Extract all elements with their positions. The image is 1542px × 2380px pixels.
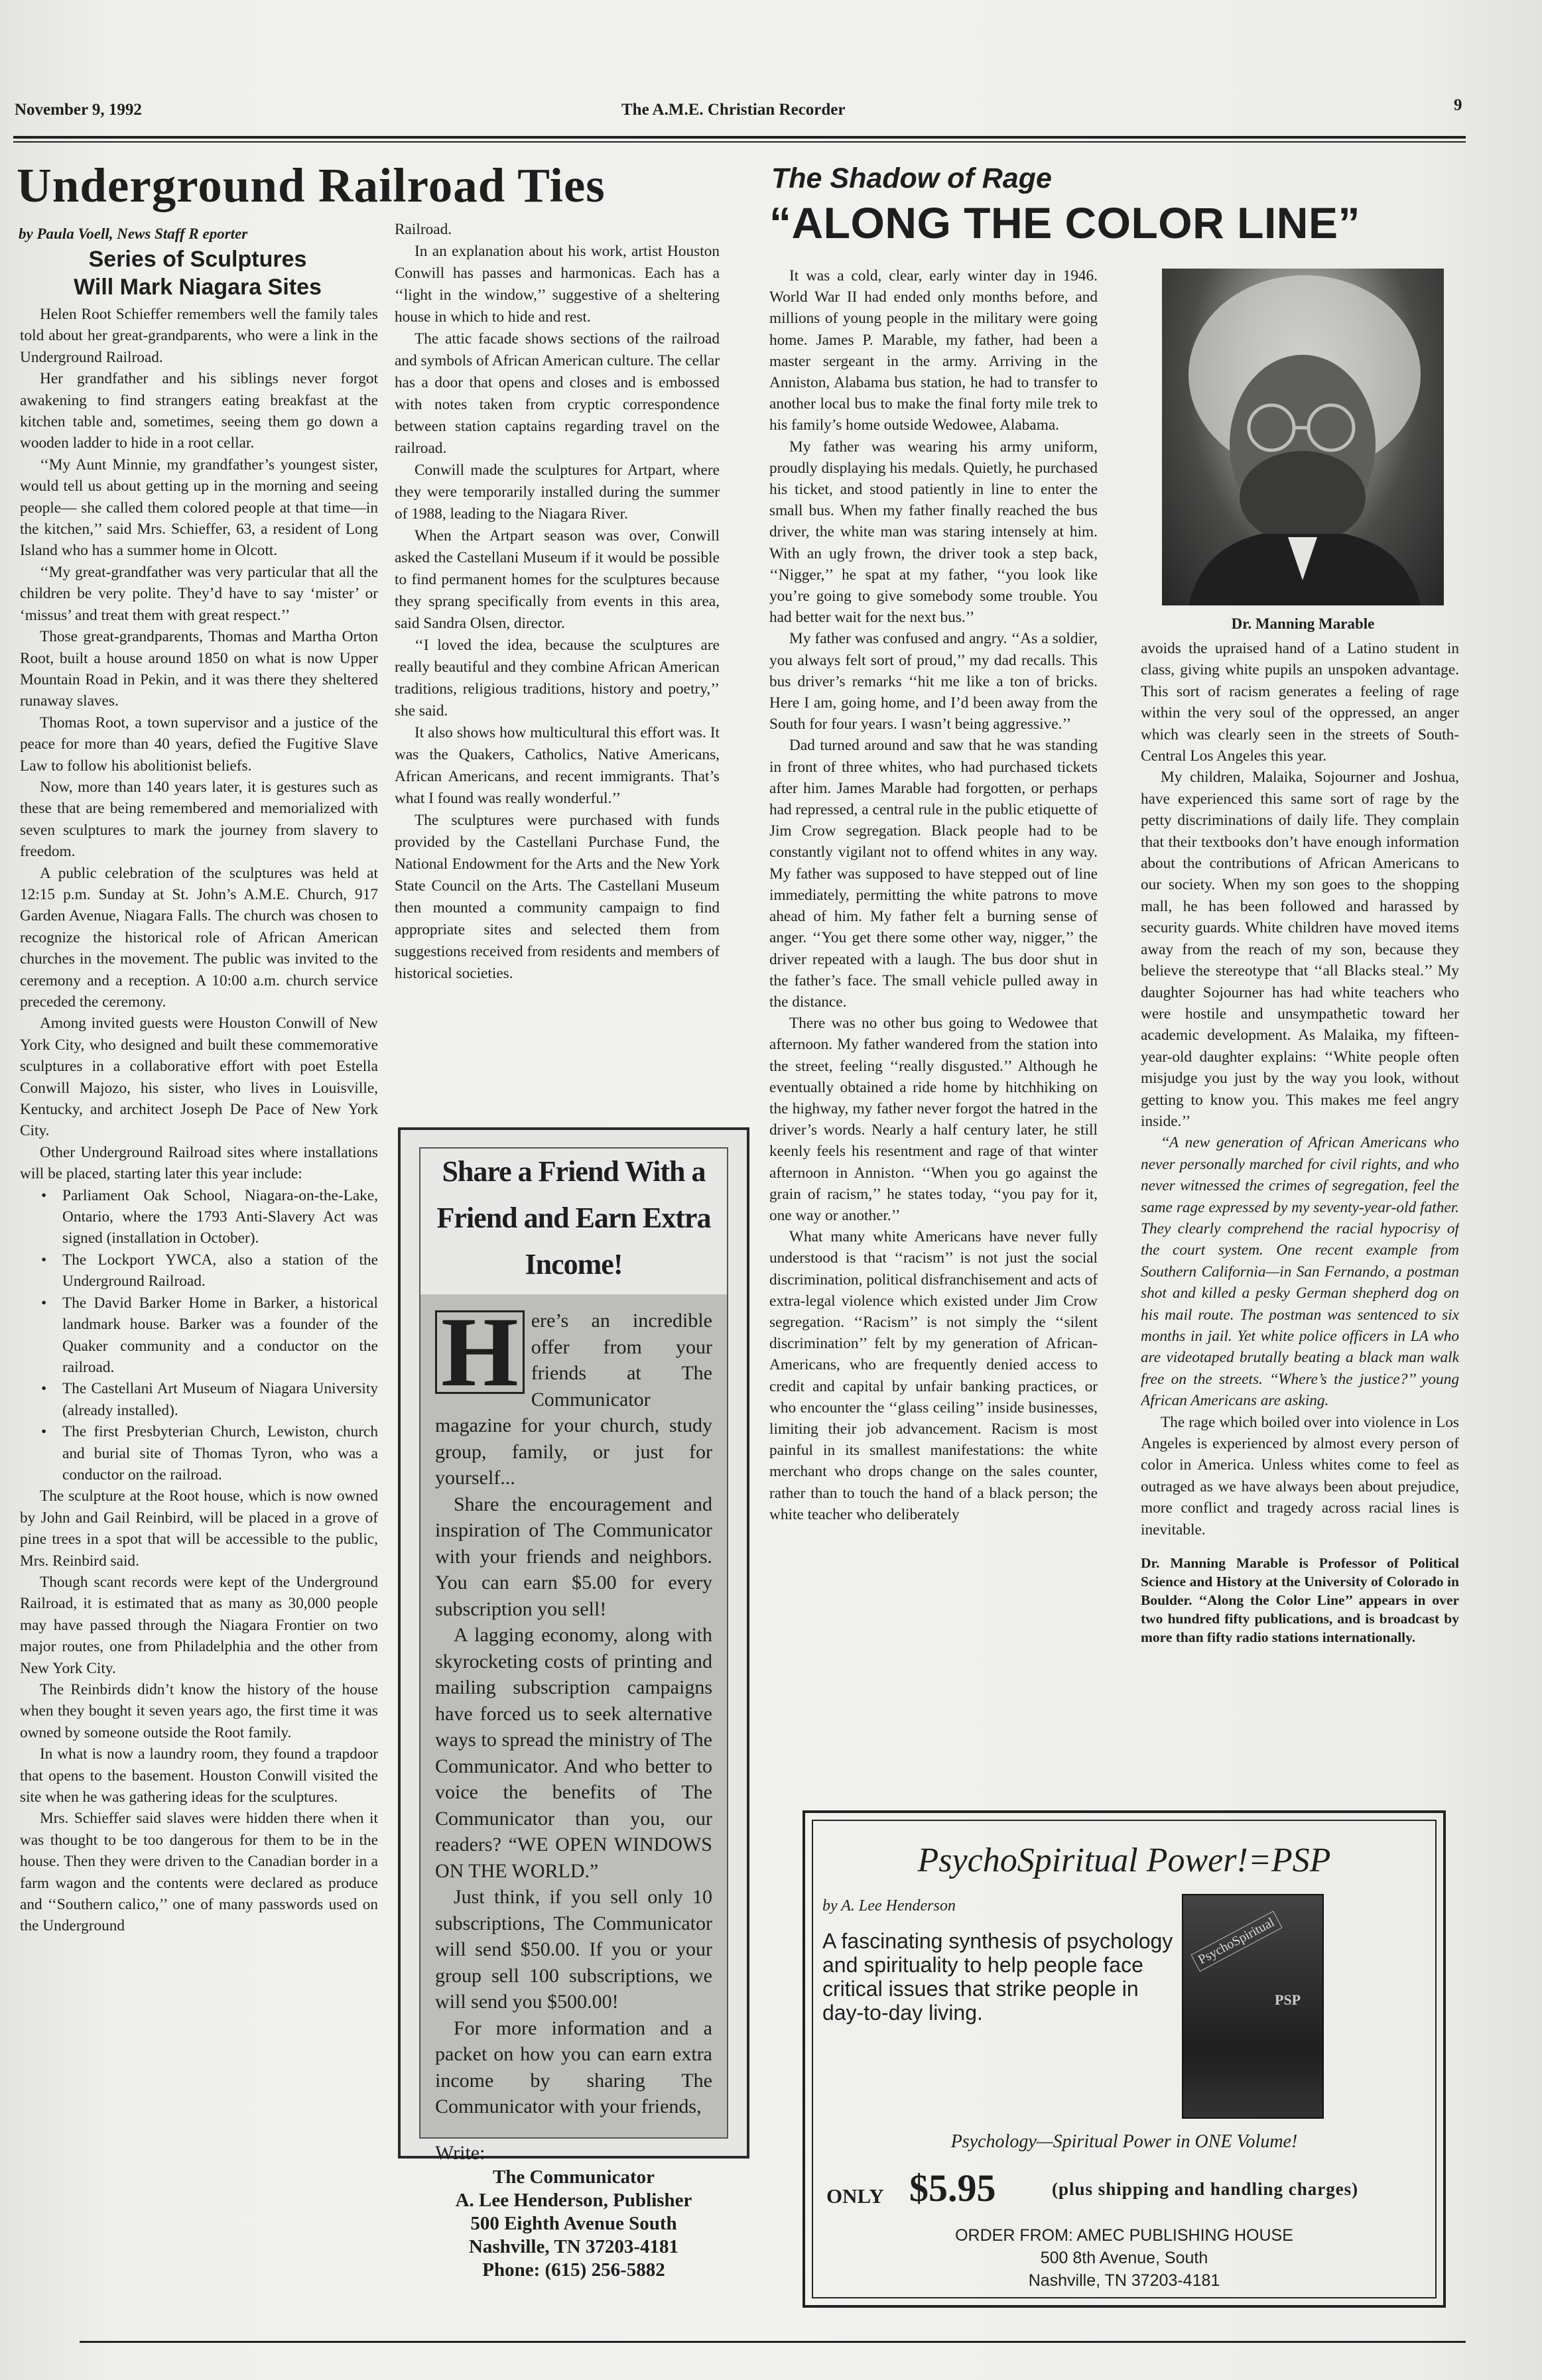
page-number: 9 <box>1454 96 1462 114</box>
psp-shipping: (plus shipping and handling charges) <box>1052 2179 1359 2199</box>
ad-paragraph: Share the encouragement and inspiration of The Communicator with your friends and neighbors. You can earn $5.00 for every subscription you sell! <box>435 1493 712 1620</box>
paragraph: Helen Root Schieffer remembers well the family tales told about her great-grandparents, who were a link in the Underground Railroad. <box>20 306 378 366</box>
address-line: Nashville, TN 37203-4181 <box>468 2236 679 2257</box>
paragraph: Now, more than 140 years later, it is gestures such as these that are being remembered and memorialized with seven sculptures to mark the journey from slavery to freedom. <box>20 778 378 861</box>
paragraph: My father was wearing his army uniform, proudly displaying his medals. Quietly, he purchased his ticket, and stood patiently in line to enter the small bus. When my father finally reached the bus driver, the white man was staring intensely at him. With an ugly frown, the driver took a step back, ‘‘Nigger,’’ he spat at my father, ‘‘you look like you’re going to give somebody some trouble. You had better wait for the next bus.’’ <box>769 438 1098 627</box>
paragraph: Conwill made the sculptures for Artpart, where they were temporarily installed during the summer of 1988, leading to the Niagara River. <box>395 462 720 523</box>
author-bio: Dr. Manning Marable is Professor of Political Science and History at the University of Colorado in Boulder. ‘‘Along the Color Line’’ appears in over two hundred fifty publications, and is broadcast by more than fifty radio stations internationally. <box>1141 1555 1459 1646</box>
site-item: • The Castellani Art Museum of Niagara University (already installed). <box>54 1378 378 1421</box>
address-line: A. Lee Henderson, Publisher <box>455 2190 692 2211</box>
order-line: ORDER FROM: AMEC PUBLISHING HOUSE <box>955 2226 1293 2245</box>
psp-byline: by A. Lee Henderson <box>822 1897 956 1914</box>
paragraph: Thomas Root, a town supervisor and a justice of the peace for more than 40 years, defied the Fugitive Slave Law to follow his abolitionist beliefs. <box>20 714 378 775</box>
kicker: The Shadow of Rage <box>771 162 1052 194</box>
communicator-ad-headline: Share a Friend With a Friend and Earn Extra Income! <box>420 1149 727 1294</box>
order-line: Nashville, TN 37203-4181 <box>1028 2271 1220 2290</box>
ad-write-label: Write: <box>435 2141 485 2164</box>
paragraph: In what is now a laundry room, they found a trapdoor that opens to the basement. Houston Conwill visited the site when he was gathering ideas for the sculptures. <box>20 1745 378 1806</box>
paragraph: The sculptures were purchased with funds provided by the Castellani Purchase Fund, the National Endowment for the Arts and the New York State Council on the Arts. The Castellani Museum then mounted a community campaign to find appropriate sites and selected them from suggestions received from residents and members of historical societies. <box>395 812 720 982</box>
paragraph: Mrs. Schieffer said slaves were hidden there when it was thought to be too dangerous for them to be in the house. Then they were driven to the Canadian border in a farm wagon and the contents were declared as produce and ‘‘Southern calico,’’ one of many passwords used on the Underground <box>20 1810 378 1935</box>
paragraph: When the Artpart season was over, Conwill asked the Castellani Museum if it would be possible to find permanent homes for the sculptures because they sprang specifically from events in this area, said Sandra Olsen, director. <box>395 527 720 632</box>
dropcap: H <box>435 1310 525 1394</box>
book-cover-subtitle: PSP <box>1275 1991 1301 2008</box>
paragraph: What many white Americans have never fully understood is that ‘‘racism’’ is not just the social discrimination, political disfranchisement and acts of extra-legal violence which existed under Jim Crow segregation. ‘‘Racism’’ is not simply the ‘‘silent discrimination’’ felt by my generation of African-Americans, who are frequently denied access to credit and capital by unfair banking practices, or who encounter the ‘‘glass ceiling’’ inside businesses, limiting their job advancement. Racism is most painful in its smallest manifestations: the white merchant who drops change on the sales counter, rather than to touch the hand of a black person; the white teacher who deliberately <box>769 1228 1098 1523</box>
communicator-ad-panel <box>419 1147 728 2281</box>
site-item: • The David Barker Home in Barker, a historical landmark house. Barker was a founder of the Quaker community and a conductor on the railroad. <box>54 1292 378 1379</box>
paper-name: The A.M.E. Christian Recorder <box>621 101 846 119</box>
psp-tagline: Psychology—Spiritual Power in ONE Volume! <box>950 2131 1298 2152</box>
paragraph: ‘‘I loved the idea, because the sculptures are really beautiful and they combine African American traditions, religious traditions, history and poetry,’’ she said. <box>395 637 720 720</box>
footer-rule <box>80 2341 1466 2343</box>
headline-underground: Underground Railroad Ties <box>17 158 606 212</box>
paragraph: The sculpture at the Root house, which is now owned by John and Gail Reinbird, will be placed in a grove of pine trees in a spot that will be accessible to the public, Mrs. Reinbird said. <box>20 1487 378 1570</box>
header-rule-thin <box>13 141 1466 143</box>
paragraph: My children, Malaika, Sojourner and Joshua, have experienced this same sort of rage by the petty discriminations of daily life. They complain that their textbooks don’t have enough information about the contributions of African Americans to our society. When my son goes to the shopping mall, he has been followed and harassed by security guards. White children have moved items away from the reach of my son, because they believe the stereotype that ‘‘all Blacks steal.’’ My daughter Sojourner has had white teachers who were hostile and unsympathetic toward her academic development. As Malaika, my fifteen-year-old daughter explains: ‘‘White people often misjudge you just by the way you look, without getting to know you. This makes me feel angry inside.’’ <box>1141 769 1459 1130</box>
address-line: Phone: (615) 256-5882 <box>482 2259 665 2281</box>
ad-paragraph: Just think, if you sell only 10 subscriptions, The Communicator will send $50.00. If you or your group sell 100 subscriptions, we will send you $500.00! <box>435 1886 712 2013</box>
author-photo <box>1162 269 1444 605</box>
ad-paragraph: For more information and a packet on how you can earn extra income by sharing The Communicator with your friends, <box>435 2017 712 2117</box>
psp-blurb: A fascinating synthesis of psychology and spirituality to help people face critical issues that strike people in day-to-day living. <box>822 1929 1173 2025</box>
paragraph: Her grandfather and his siblings never forgot awakening to find strangers eating breakfast at the kitchen table and, sometimes, seeing them go down a wooden ladder to hide in a root cellar. <box>20 370 378 452</box>
underground-column-2 <box>395 219 720 1121</box>
order-line: 500 8th Avenue, South <box>1040 2249 1208 2267</box>
paragraph: Railroad. <box>395 221 452 238</box>
paragraph: The attic facade shows sections of the railroad and symbols of African American culture. The cellar has a door that opens and closes and is embossed with notes taken from cryptic correspondence between station captains regarding travel on the railroad. <box>395 330 720 457</box>
psp-price: $5.95 <box>909 2166 996 2210</box>
issue-date: November 9, 1992 <box>15 101 142 119</box>
subhead-1: Series of Sculptures <box>88 247 307 272</box>
paragraph: Those great-grandparents, Thomas and Martha Orton Root, built a house around 1850 on what is now Upper Mountain Road in Pekin, and it was there they sheltered runaway slaves. <box>20 628 378 710</box>
paragraph: ‘‘My great-grandfather was very particular that all the children be very polite. They’d have to say ‘mister’ or ‘missus’ and treat them with great respect.’’ <box>20 563 378 624</box>
paragraph: In an explanation about his work, artist Houston Conwill has passes and harmonicas. Each has a ‘‘light in the window,’’ suggestive of a sheltering house in which to hide and rest. <box>395 243 720 326</box>
psp-title: PsychoSpiritual Power!=PSP <box>917 1842 1331 1879</box>
headline-color-line: “ALONG THE COLOR LINE” <box>769 198 1360 247</box>
paragraph: ‘‘My Aunt Minnie, my grandfather’s youngest sister, would tell us about getting up in the morning and seeing people— she called them colored people at that time—in the kitchen,’’ said Mrs. Schieffer, 63, a resident of Long Island who has a summer home in Olcott. <box>20 456 378 560</box>
paragraph: It also shows how multicultural this effort was. It was the Quakers, Catholics, Native Americans, African Americans, and recent immigrants. That’s what I found was really wonderful.’’ <box>395 724 720 807</box>
color-line-column-2 <box>1141 638 1459 1672</box>
communicator-ad-body <box>435 1297 712 2282</box>
paragraph: The Reinbirds didn’t know the history of the house when they bought it seven years ago, the first time it was owned by someone outside the Root family. <box>20 1681 378 1741</box>
paragraph: Dad turned around and saw that he was standing in front of three whites, who had purchased tickets after him. James Marable had forgotten, or perhaps had repressed, a central rule in the public etiquette of Jim Crow segregation. Black people had to be constantly vigilant not to offend whites in any way. My father was supposed to have stepped out of line immediately, permitting the white patrons to move ahead of him. My father felt a burning sense of anger. ‘‘You get there some other way, nigger,’’ the driver repeated with a laugh. The bus door shut in the father’s face. The small vehicle pulled away in the distance. <box>769 737 1098 1011</box>
paragraph: avoids the upraised hand of a Latino student in class, giving white pupils an unspoken advantage. This sort of racism generates a feeling of rage within the very soul of the oppressed, an anger which was clearly seen in the streets of South-Central Los Angeles this year. <box>1141 640 1459 765</box>
byline: by Paula Voell, News Staff R eporter <box>19 225 248 242</box>
underground-column-1 <box>20 304 378 2333</box>
subhead-2: Will Mark Niagara Sites <box>74 275 322 300</box>
paragraph: A public celebration of the sculptures was held at 12:15 p.m. Sunday at St. John’s A.M.E. Church, 917 Garden Avenue, Niagara Falls. The church was chosen to recognize the historical role of African American churches in the movement. The public was invited to the ceremony and a reception. A 10:00 a.m. church service preceded the ceremony. <box>20 864 378 1011</box>
sites-list <box>20 1185 378 1486</box>
book-cover-title: PsychoSpiritual <box>1190 1911 1282 1972</box>
paragraph: My father was confused and angry. ‘‘As a soldier, you always felt sort of proud,’’ my dad recalls. This bus driver’s remarks ‘‘hit me like a ton of bricks. Here I am, going home, and I’d been away from the South for four years. I wasn’t being aggressive.’’ <box>769 630 1098 733</box>
paragraph: There was no other bus going to Wedowee that afternoon. My father wandered from the station into the street, feeling ‘‘really disgusted.’’ Although he eventually obtained a ride home by hitchhiking on the highway, my father never forgot the hatred in the driver’s words. Nearly a half century later, he still keenly feels his resentment and rage of that winter afternoon in Anniston. ‘‘When you go against the grain of racism,’’ he states today, ‘‘you pay for it, one way or another.’’ <box>769 1015 1098 1224</box>
psp-ad-inner <box>812 1820 1437 2298</box>
address-line: 500 Eighth Avenue South <box>470 2213 677 2234</box>
portrait-image <box>1162 269 1444 605</box>
site-item: • Parliament Oak School, Niagara-on-the-Lake, Ontario, where the 1793 Anti-Slavery Act was signed (installation in October). <box>54 1185 378 1249</box>
communicator-ad <box>398 1127 749 2281</box>
paragraph: The rage which boiled over into violence in Los Angeles is experienced by almost every person of color in America. Unless whites come to feel as outraged as we have always been about prejudice, more conflict and tragedy across racial lines is inevitable. <box>1141 1413 1459 1538</box>
psp-order <box>813 2224 1435 2292</box>
book-cover <box>1182 1894 1324 2119</box>
address-line: The Communicator <box>492 2166 655 2188</box>
paragraph: ‘‘A new generation of African Americans who never personally marched for civil rights, and who never witnessed the crimes of segregation, feel the same rage expressed by my seventy-year-old father. They clearly comprehend the racial hypocrisy of the court system. One recent example from Southern California—in San Fernando, a postman shot and killed a pesky German shepherd dog on his mail route. The postman was sentenced to six months in jail. Yet white police officers in LA who are videotaped brutally beating a black man walk free on the streets. ‘‘Where’s the justice?’’ young African Americans are asking. <box>1141 1134 1459 1410</box>
psp-ad <box>803 1810 1446 2308</box>
ad-paragraph: A lagging economy, along with skyrocketing costs of printing and mailing subscription campaigns have forced us to seek alternative ways to spread the ministry of The Communicator. And who better to voice the benefits of The Communicator than you, our readers? “WE OPEN WINDOWS ON THE WORLD.” <box>435 1624 712 1882</box>
psp-only-label: ONLY <box>826 2184 884 2208</box>
paragraph: Though scant records were kept of the Underground Railroad, it is estimated that as many as 30,000 people may have passed through the Niagara Frontier on two major routes, one from Philadelphia and the other from New York City. <box>20 1573 378 1677</box>
paragraph: It was a cold, clear, early winter day in 1946. World War II had ended only months before, and millions of young people in the military were going home. James P. Marable, my father, had been a master sergeant in the army. Arriving in the Anniston, Alabama bus station, he had to transfer to another local bus to make the final forty mile trek to his family’s home outside Wedowee, Alabama. <box>769 267 1098 434</box>
ad-paragraph: ere’s an incredible offer from your friends at The Communicator magazine for your church, study group, family, or just for yourself... <box>435 1310 712 1489</box>
paragraph: Among invited guests were Houston Conwill of New York City, who designed and built these commemorative sculptures in a collaborative effort with poet Estella Conwill Majozo, his sister, who lives in Louisville, Kentucky, and architect Joseph De Pace of New York City. <box>20 1015 378 1140</box>
site-item: • The first Presbyterian Church, Lewiston, church and burial site of Thomas Tyron, who was a conductor on the railroad. <box>54 1421 378 1485</box>
site-item: • The Lockport YWCA, also a station of the Underground Railroad. <box>54 1249 378 1292</box>
ad-address <box>435 2166 712 2282</box>
paragraph: Other Underground Railroad sites where installations will be placed, starting later this year include: <box>20 1143 378 1183</box>
photo-caption: Dr. Manning Marable <box>1231 615 1375 632</box>
header-rule <box>13 136 1466 139</box>
color-line-column-1 <box>769 265 1098 1790</box>
